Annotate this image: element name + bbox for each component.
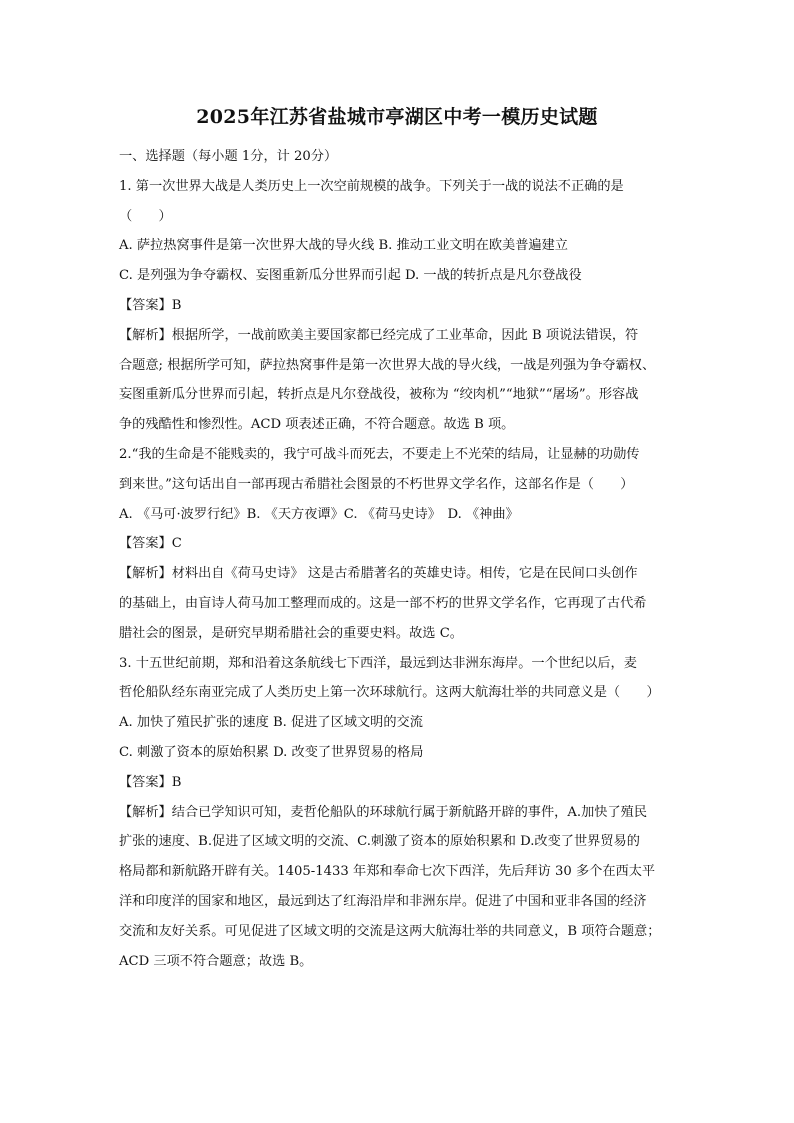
analysis-line: 扩张的速度、B.促进了区域文明的交流、C.刺激了资本的原始积累和 D.改变了世界贸易的 [119, 834, 640, 850]
question-stem-line: 2.“我的生命是不能贱卖的，我宁可战斗而死去，不要走上不光荣的结局，让显赫的功勋传 [119, 446, 640, 462]
question-option-line: A. 萨拉热窝事件是第一次世界大战的导火线 B. 推动工业文明在欧美普遍建立 [119, 238, 568, 254]
question-stem-line: 1. 第一次世界大战是人类历史上一次空前规模的战争。下列关于一战的说法不正确的是 [119, 178, 624, 194]
section-header: 一、选择题（每小题 1分，计 20分） [119, 149, 338, 164]
analysis-line: 腊社会的图景，是研究早期希腊社会的重要史料。故选 C。 [119, 625, 463, 641]
analysis-line: 合题意; 根据所学可知，萨拉热窝事件是第一次世界大战的导火线，一战是列强为争夺霸权、 [119, 357, 656, 373]
question-stem-line: 哲伦船队经东南亚完成了人类历史上第一次环球航行。这两大航海壮举的共同意义是（ ） [119, 685, 660, 701]
answer-label: 【答案】C [119, 536, 182, 552]
analysis-line: 【解析】根据所学，一战前欧美主要国家都已经完成了工业革命，因此 B 项说法错误，符 [119, 327, 639, 343]
answer-label: 【答案】B [119, 297, 182, 313]
analysis-line: ACD 三项不符合题意；故选 B。 [119, 953, 313, 969]
analysis-line: 格局都和新航路开辟有关。1405-1433 年郑和奉命七次下西洋，先后拜访 30 多个在西太平 [119, 864, 656, 880]
question-option-line: A. 加快了殖民扩张的速度 B. 促进了区域文明的交流 [119, 715, 423, 731]
question-3 [119, 649, 675, 977]
analysis-line: 洋和印度洋的国家和地区，最远到达了红海沿岸和非洲东岸。促进了中国和亚非各国的经济 [119, 893, 647, 909]
analysis-line: 争的残酷性和惨烈性。ACD 项表述正确，不符合题意。故选 B 项。 [119, 417, 515, 433]
analysis-line: 妄图重新瓜分世界而引起，转折点是凡尔登战役，被称为 “绞肉机”“地狱”“屠场”。形容战 [119, 387, 639, 403]
question-option-line: A. 《马可·波罗行纪》B. 《天方夜谭》C. 《荷马史诗》 D. 《神曲》 [119, 506, 519, 522]
question-2 [119, 440, 675, 649]
question-option-line: C. 刺激了资本的原始积累 D. 改变了世界贸易的格局 [119, 744, 424, 760]
question-stem-line: 3. 十五世纪前期，郑和沿着这条航线七下西洋，最远到达非洲东海岸。一个世纪以后，麦 [119, 655, 637, 671]
question-option-line: C. 是列强为争夺霸权、妄图重新瓜分世界而引起 D. 一战的转折点是凡尔登战役 [119, 268, 582, 284]
question-stem-line: （ ） [119, 208, 172, 224]
question-stem-line: 到来世。”这句话出自一部再现古希腊社会图景的不朽世界文学名作，这部名作是（ ） [119, 476, 634, 492]
analysis-line: 交流和友好关系。可见促进了区域文明的交流是这两大航海壮举的共同意义，B 项符合题意； [119, 923, 661, 939]
question-1 [119, 172, 675, 440]
answer-label: 【答案】B [119, 774, 182, 790]
page-title: 2025年江苏省盐城市亭湖区中考一模历史试题 [196, 106, 598, 128]
analysis-line: 【解析】结合已学知识可知，麦哲伦船队的环球航行属于新航路开辟的事件，A.加快了殖民 [119, 804, 648, 820]
analysis-line: 【解析】材料出自《荷马史诗》 这是古希腊著名的英雄史诗。相传，它是在民间口头创作 [119, 566, 638, 582]
analysis-line: 的基础上，由盲诗人荷马加工整理而成的。这是一部不朽的世界文学名作，它再现了古代希 [119, 595, 647, 611]
document-body [119, 142, 675, 976]
